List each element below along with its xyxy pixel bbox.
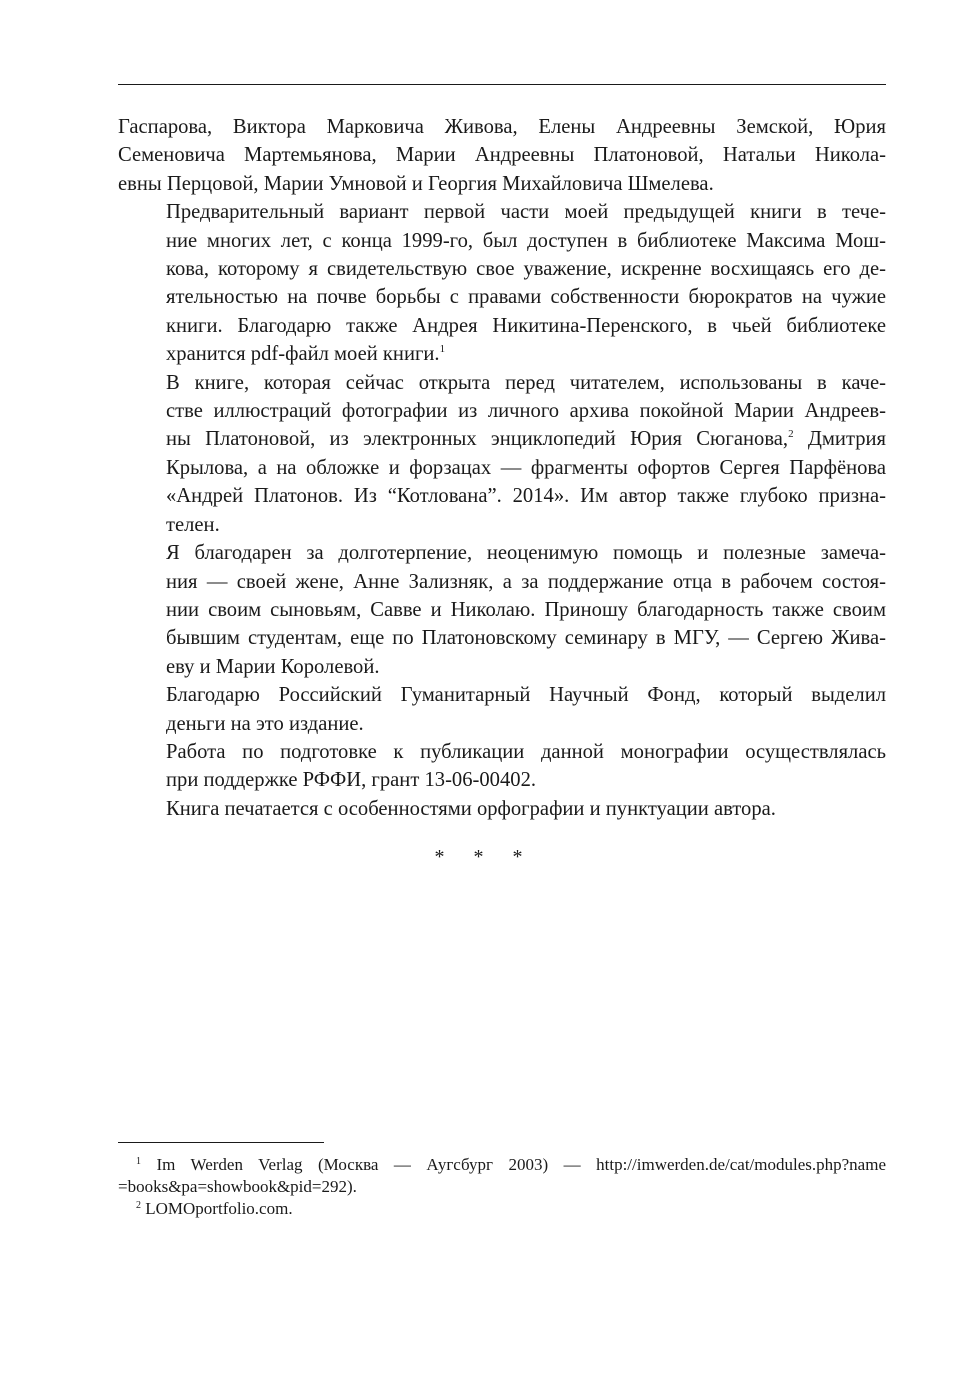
text-line: Крылова, а на обложке и форзацах — фрагменты офортов Сергея Парфёнова	[166, 456, 886, 479]
paragraph-foundation	[118, 681, 886, 738]
text-line: при поддержке РФФИ, грант 13-06-00402.	[166, 769, 537, 792]
footnote-ref: 2	[788, 428, 794, 441]
footnotes	[118, 1154, 886, 1220]
text-line: В книге, которая сейчас открыта перед читателем, использованы в каче-	[166, 371, 886, 394]
header-rule	[118, 84, 886, 85]
text-line: ние многих лет, с конца 1999-го, был доступен в библиотеке Максима Мош-	[166, 229, 886, 252]
footnote-rule	[118, 1142, 324, 1143]
text-line: Гаспарова, Виктора Марковича Живова, Елены Андреевны Земской, Юрия	[118, 116, 886, 138]
paragraph-illustrations	[118, 369, 886, 539]
footnote-number: 1	[136, 1156, 141, 1167]
text-line-tail: Дмитрия	[793, 428, 886, 451]
text-line: телен.	[166, 513, 220, 536]
text-line: ния — своей жене, Анне Зализняк, а за поддержание отца в рабочем состоя-	[166, 570, 886, 593]
text-line	[118, 340, 886, 368]
body-text	[118, 113, 886, 823]
footnote-text: LOMOportfolio.com.	[145, 1199, 293, 1218]
paragraph-moshkov-library	[118, 198, 886, 368]
text-line: деньги на это издание.	[166, 712, 364, 735]
text-line-content: ны Платоновой, из электронных энциклопедий Юрия Сюганова,	[166, 428, 789, 451]
text-line: кова, которому я свидетельствую свое уважение, искренне восхищаясь его де-	[166, 258, 886, 281]
text-line: Благодарю Российский Гуманитарный Научный Фонд, который выделил	[166, 684, 886, 707]
text-line: еву и Марии Королевой.	[166, 655, 380, 678]
footnote-line	[118, 1198, 886, 1220]
footnote-2	[118, 1198, 886, 1220]
paragraph-acknowledgement-names	[118, 113, 886, 198]
text-line-content: хранится pdf-файл моей книги.	[166, 343, 440, 366]
footnote-ref: 1	[439, 343, 446, 356]
footnote-number: 2	[136, 1200, 141, 1211]
text-line: Семеновича Мартемьянова, Марии Андреевны Платоновой, Натальи Никола-	[118, 144, 886, 167]
footnote-text: Im Werden Verlag (Москва — Аугсбург 2003) — http://imwerden.de/cat/modules.php?name	[156, 1155, 886, 1174]
text-line: бывшим студентам, еще по Платоновскому семинару в МГУ, — Сергею Жива-	[166, 627, 886, 650]
paragraph-grant	[118, 738, 886, 795]
paragraph-gratitude-family	[118, 539, 886, 681]
text-line: евны Перцовой, Марии Умновой и Георгия Михайловича Шмелева.	[118, 172, 714, 195]
text-line: Предварительный вариант первой части моей предыдущей книги в тече-	[166, 201, 886, 224]
text-line	[118, 425, 886, 453]
footnote-1	[118, 1154, 886, 1198]
text-line: ятельностью на почве борьбы с правами собственности бюрократов на чужие	[166, 286, 886, 309]
text-line: Книга печатается с особенностями орфографии и пунктуации автора.	[166, 797, 776, 820]
text-line: Я благодарен за долготерпение, неоценимую помощь и полезные замеча-	[166, 542, 886, 565]
text-line: Работа по подготовке к публикации данной монографии осуществлялась	[166, 740, 886, 763]
text-line: нии своим сыновьям, Савве и Николаю. Приношу благодарность также своим	[166, 598, 886, 621]
text-line: стве иллюстраций фотографии из личного архива покойной Марии Андреев-	[166, 400, 886, 423]
footnote-line: =books&pa=showbook&pid=292).	[118, 1177, 357, 1196]
text-line: «Андрей Платонов. Из “Котлована”. 2014». Им автор также глубоко призна-	[166, 485, 886, 508]
paragraph-orthography-note	[118, 795, 886, 823]
section-separator: * * *	[434, 846, 535, 868]
text-line: книги. Благодарю также Андрея Никитина-Перенского, в чьей библиотеке	[166, 314, 886, 337]
footnote-line	[118, 1154, 886, 1176]
